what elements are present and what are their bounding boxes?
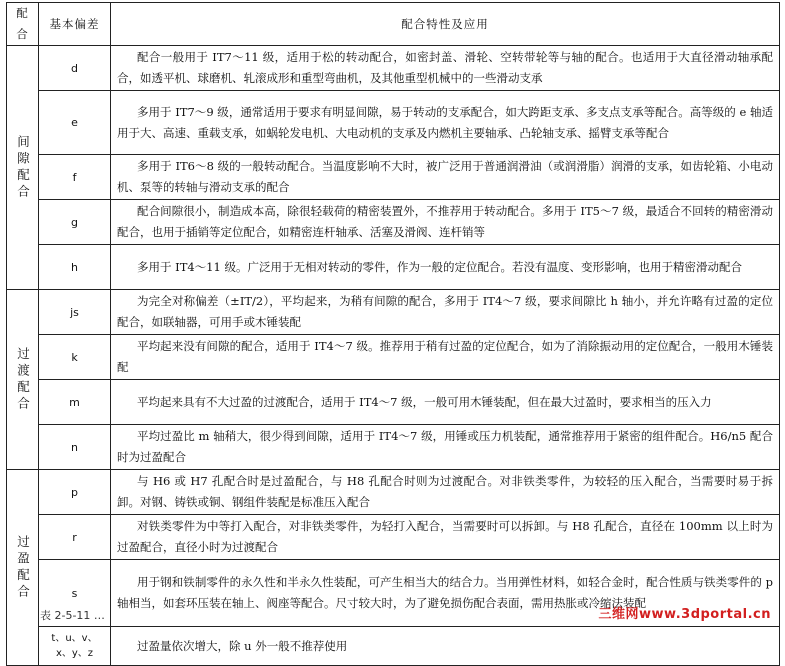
deviation-code: h	[39, 245, 111, 290]
row-description: 多用于 IT6～8 级的一般转动配合。当温度影响不大时，被广泛用于普通润滑油（或润滑脂）润滑的支承，如齿轮箱、小电动机、泵等的转轴与滑动支承的配合	[111, 155, 780, 200]
table-row	[7, 290, 780, 335]
row-description: 为完全对称偏差（±IT/2），平均起来，为稍有间隙的配合，多用于 IT4～7 级，要求间隙比 h 轴小，并允许略有过盈的定位配合，如联轴器，可用手或木锤装配	[111, 290, 780, 335]
table-row	[7, 46, 780, 91]
table-row	[7, 380, 780, 425]
deviation-code: d	[39, 46, 111, 91]
deviation-code: m	[39, 380, 111, 425]
row-description: 与 H6 或 H7 孔配合时是过盈配合，与 H8 孔配合时则为过渡配合。对非铁类零件，为较轻的压入配合，当需要时易于拆卸。对钢、铸铁或铜、钢组件装配是标准压入配合	[111, 470, 780, 515]
deviation-code: n	[39, 425, 111, 470]
header-application: 配合特性及应用	[111, 3, 780, 46]
row-description: 多用于 IT4～11 级。广泛用于无相对转动的零件，作为一般的定位配合。若没有温度、变形影响，也用于精密滑动配合	[111, 245, 780, 290]
table-caption: 表 2-5-11 …	[40, 609, 105, 622]
row-description: 平均起来没有间隙的配合，适用于 IT4～7 级。推荐用于稍有过盈的定位配合，如为了消除振动用的定位配合，一般用木锤装配	[111, 335, 780, 380]
deviation-code: js	[39, 290, 111, 335]
deviation-code: e	[39, 91, 111, 155]
deviation-code: r	[39, 515, 111, 560]
group-interference: 过盈配合	[7, 470, 39, 666]
row-description: 用于钢和铁制零件的永久性和半永久性装配，可产生相当大的结合力。当用弹性材料，如轻合金时，配合性质与铁类零件的 p 轴相当，如套环压装在轴上、阀座等配合。尺寸较大时，为了避免损伤配合表面，需用热胀或冷缩法装配	[111, 560, 780, 627]
watermark: 三维网www.3dportal.cn	[598, 607, 771, 622]
deviation-code: k	[39, 335, 111, 380]
deviation-code: f	[39, 155, 111, 200]
table-row	[7, 627, 780, 666]
row-description: 多用于 IT7～9 级，通常适用于要求有明显间隙，易于转动的支承配合，如大跨距支承、多支点支承等配合。高等级的 e 轴适用于大、高速、重载支承，如蜗轮发电机、大电动机的支承及内燃机主要轴承、凸轮轴支承、摇臂支承等配合	[111, 91, 780, 155]
fit-characteristics-table	[6, 2, 780, 666]
row-description: 配合间隙很小，制造成本高，除很轻载荷的精密装置外，不推荐用于转动配合。多用于 IT5～7 级，最适合不回转的精密滑动配合，也用于插销等定位配合，如精密连杆轴承、活塞及滑阀、连杆销等	[111, 200, 780, 245]
table-row	[7, 91, 780, 155]
table-row	[7, 425, 780, 470]
row-description: 过盈量依次增大，除 u 外一般不推荐使用	[111, 627, 780, 666]
table-row	[7, 245, 780, 290]
table-row	[7, 155, 780, 200]
header-category: 配合	[7, 3, 39, 46]
deviation-code: p	[39, 470, 111, 515]
table-row	[7, 515, 780, 560]
footer	[0, 603, 785, 625]
header-deviation: 基本偏差	[39, 3, 111, 46]
row-description: 平均过盈比 m 轴稍大，很少得到间隙，适用于 IT4～7 级，用锤或压力机装配，通常推荐用于紧密的组件配合。H6/n5 配合时为过盈配合	[111, 425, 780, 470]
deviation-code: t、u、v、x、y、z	[39, 627, 111, 666]
table-header-row	[7, 3, 780, 46]
group-clearance: 间隙配合	[7, 46, 39, 290]
table-row	[7, 200, 780, 245]
table-row	[7, 470, 780, 515]
row-description: 平均起来具有不大过盈的过渡配合，适用于 IT4～7 级，一般可用木锤装配，但在最大过盈时，要求相当的压入力	[111, 380, 780, 425]
deviation-code: s	[39, 560, 111, 627]
row-description: 对铁类零件为中等打入配合，对非铁类零件，为轻打入配合，当需要时可以拆卸。与 H8 孔配合，直径在 100mm 以上时为过盈配合，直径小时为过渡配合	[111, 515, 780, 560]
deviation-code: g	[39, 200, 111, 245]
group-transition: 过渡配合	[7, 290, 39, 470]
row-description: 配合一般用于 IT7～11 级，适用于松的转动配合，如密封盖、滑轮、空转带轮等与轴的配合。也适用于大直径滑动轴承配合，如透平机、球磨机、轧滚成形和重型弯曲机，及其他重型机械中的一些滑动支承	[111, 46, 780, 91]
table-row	[7, 335, 780, 380]
